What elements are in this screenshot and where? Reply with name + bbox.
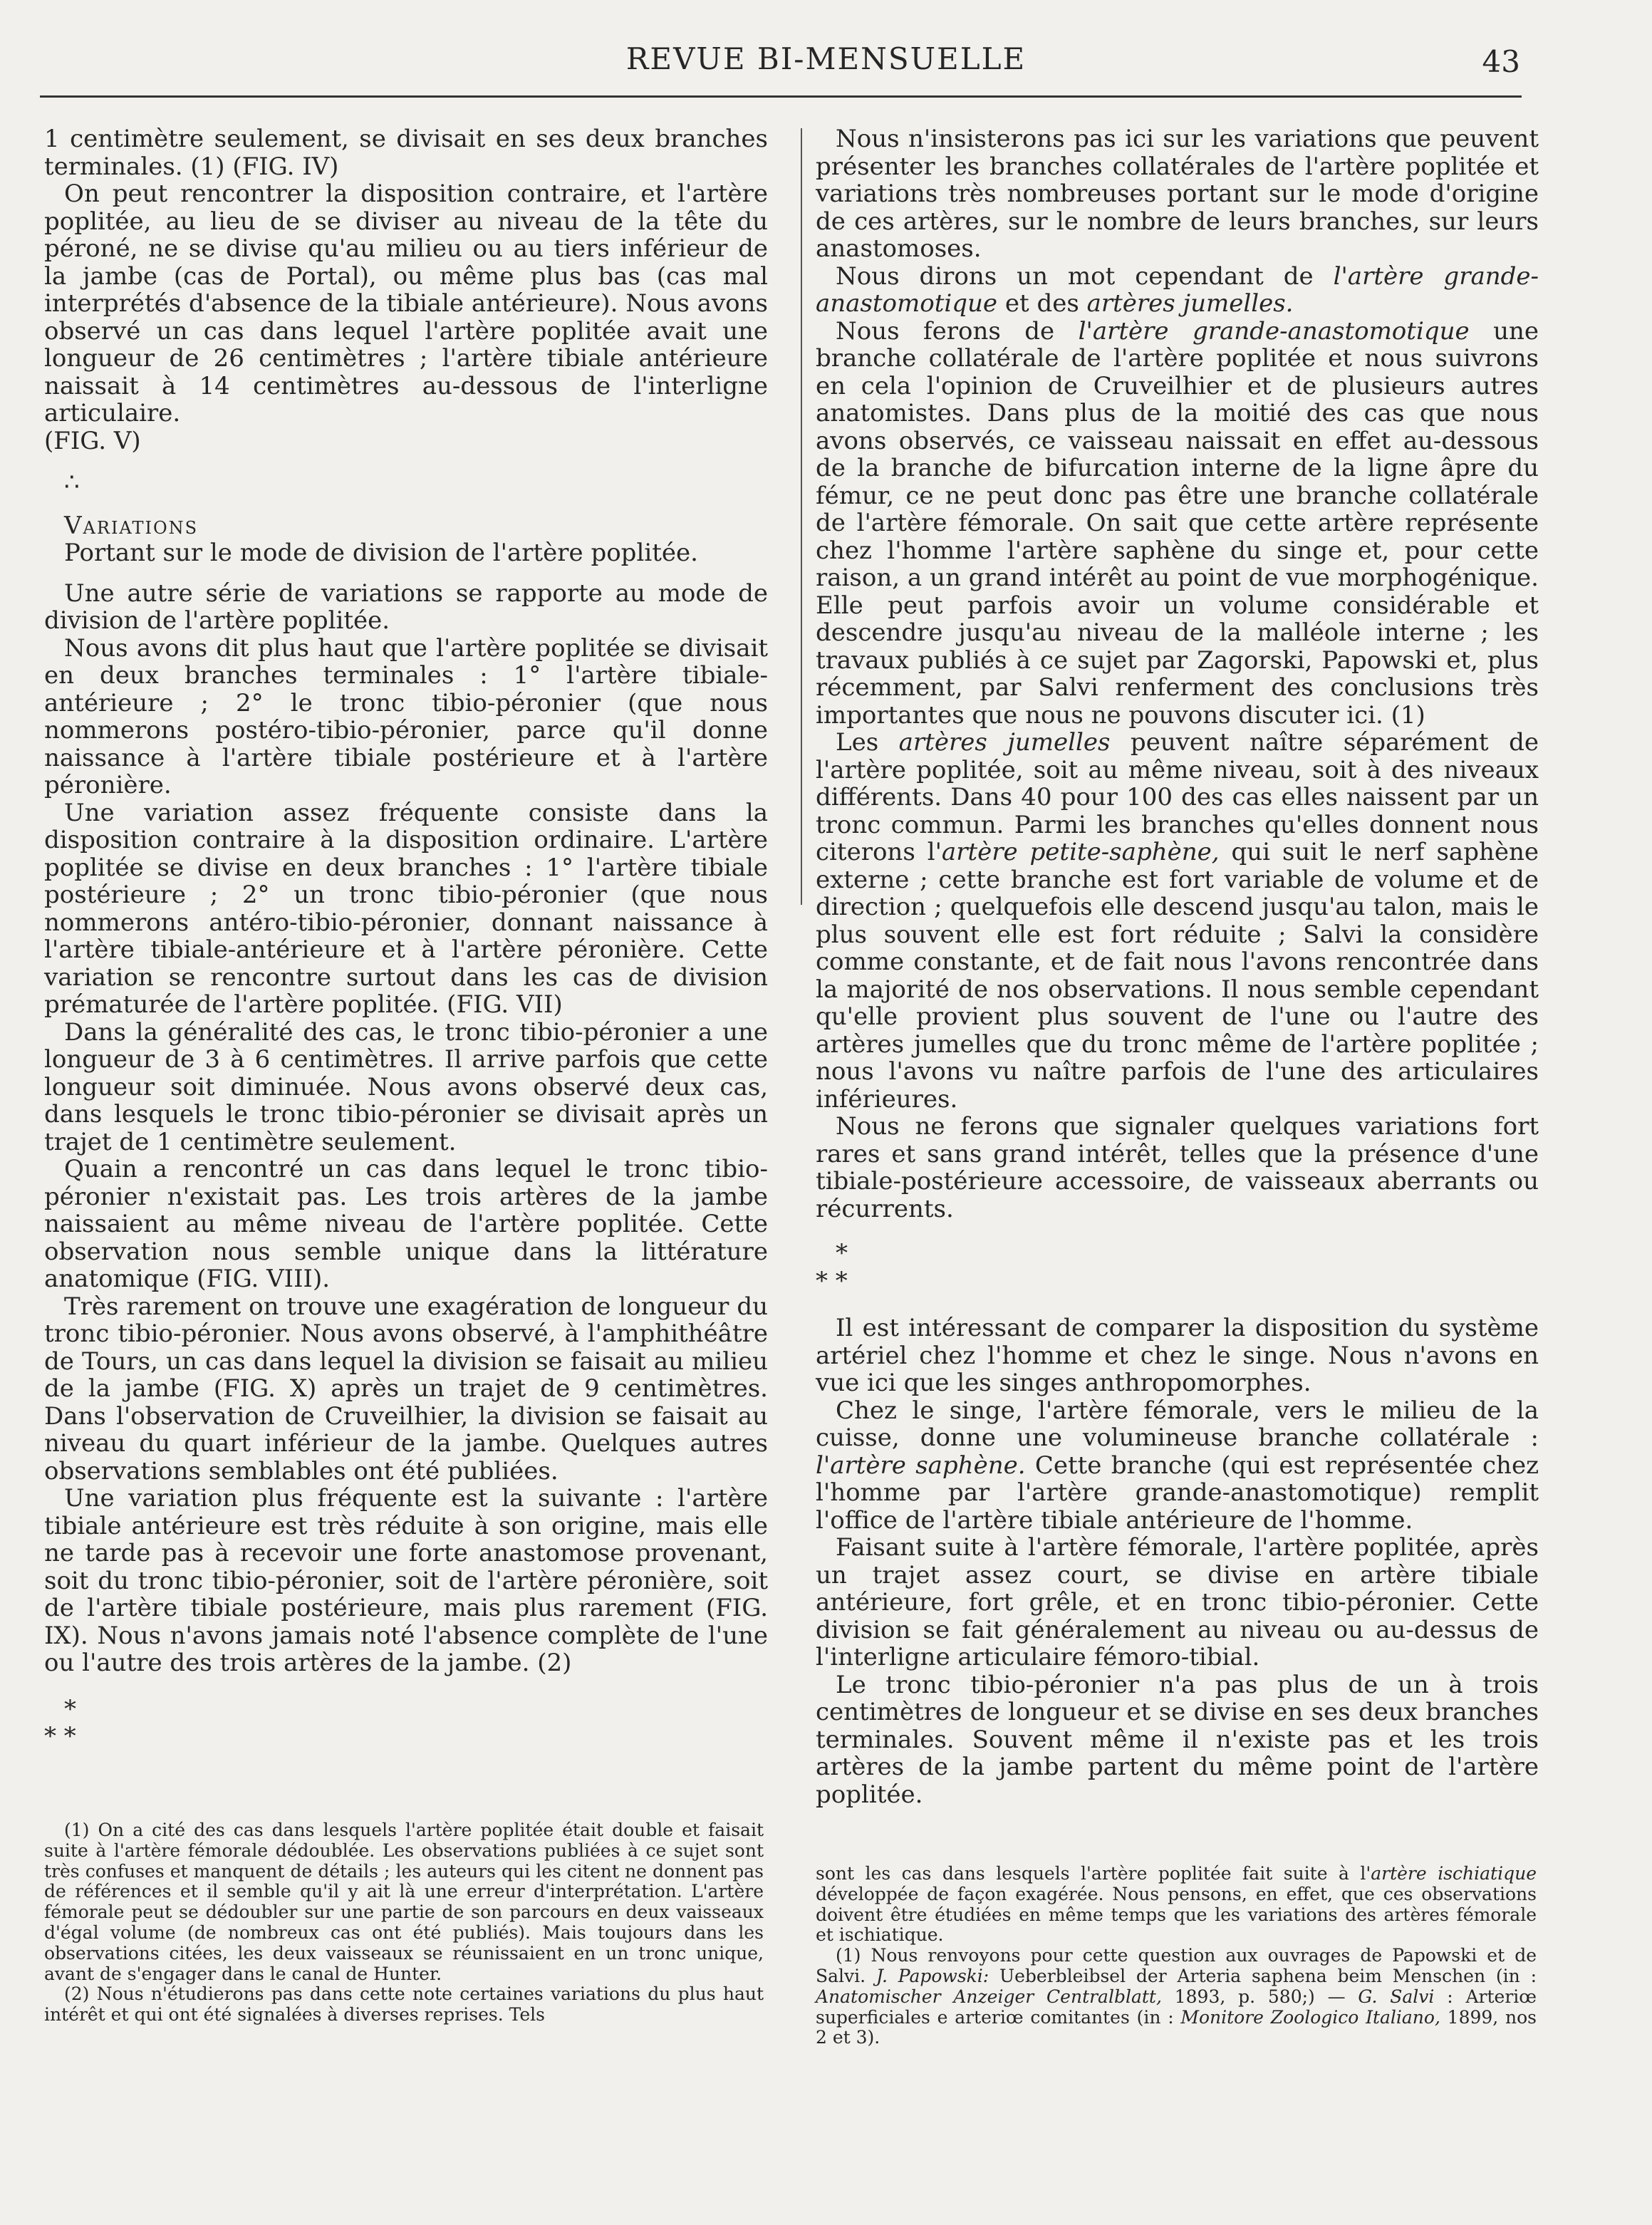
italic-term: l'artère grande-anastomotique [816,261,1539,318]
left-column [44,125,768,1751]
text-run: : Arteriœ superficiales e arteriœ comitantes (in : [816,1986,1537,2028]
author-name: G. Salvi [1358,1986,1435,2007]
text-run: une branche collatérale de l'artère poplitée et nous suivrons en cela l'opinion de Cruveilhier et de plusieurs autres anatomistes. Dans plus de la moitié des cas que nous avons observés, ce vaisseau naissait en effet au-dessous de la branche de bifurcation interne de la ligne âpre du fémur, ce ne peut donc pas être une branche collatérale de l'artère fémorale. On sait que cette artère représente chez l'homme l'artère saphène du singe et, pour cette raison, a un grand intérêt au point de vue morphogénique. Elle peut parfois avoir un volume considérable et descendre jusqu'au niveau de la malléole interne ; les travaux publiés à ce sujet par Zagorski, Papowski et, plus récemment, par Salvi renferment des conclusions très importantes que nous ne pouvons discuter ici. (1) [816,316,1539,730]
italic-term: l'artère saphène. [816,1451,1026,1480]
figure-reference: (FIG. V) [44,426,141,455]
paragraph [816,318,1539,730]
paragraph: Il est intéressant de comparer la disposition du système artériel chez l'homme et chez le singe. Nous n'avons en vue ici que les singes anthropomorphes. [816,1314,1539,1397]
text-run: 1899, nos 2 et 3). [816,2006,1537,2048]
asterism: ∴ [64,468,80,497]
footnote [816,1946,1537,2048]
paragraph [816,263,1539,318]
column-divider [801,128,802,905]
italic-term: artères jumelles [898,728,1111,757]
left-footnotes [44,1820,764,2026]
section-title: Variations [64,511,199,540]
paragraph: Nous ne ferons que signaler quelques variations fort rares et sans grand intérêt, telles que la présence d'une tibiale-postérieure accessoire, de vaisseaux aberrants ou récurrents. [816,1112,1539,1223]
header-rule [40,95,1522,98]
text-run: Chez le singe, l'artère fémorale, vers le milieu de la cuisse, donne une volumineuse branche collatérale : [816,1396,1539,1452]
paragraph: Très rarement on trouve une exagération de longueur du tronc tibio-péronier. Nous avons observé, à l'amphithéâtre de Tours, un cas dans lequel la division se faisait au milieu de la jambe (FIG. X) après un trajet de 9 centimètres. Dans l'observation de Cruveilhier, la division se faisait au niveau du quart inférieur de la jambe. Quelques autres observations semblables ont été publiées. [44,1292,768,1485]
page-number: 43 [1482,44,1520,79]
paragraph: Quain a rencontré un cas dans lequel le tronc tibio-péronier n'existait pas. Les trois artères de la jambe naissaient au même niveau de l'artère poplitée. Cette observation nous semble unique dans la littérature anatomique (FIG. VIII). [44,1155,768,1293]
paragraph: Le tronc tibio-péronier n'a pas plus de un à trois centimètres de longueur et se divise en ses deux branches terminales. Souvent même il n'existe pas et les trois artères de la jambe partent du même point de l'artère poplitée. [816,1670,1539,1809]
text-run: Cette branche (qui est représentée chez l'homme par l'artère grande-anastomotique) remplit l'office de l'artère tibiale antérieure de l'homme. [816,1451,1539,1535]
paragraph: On peut rencontrer la disposition contraire, et l'artère poplitée, au lieu de se diviser au niveau de la tête du péroné, ne se divise qu'au milieu ou au tiers inférieur de la jambe (cas de Portal), ou même plus bas (cas mal interprétés d'absence de la tibiale antérieure). Nous avons observé un cas dans lequel l'artère poplitée avait une longueur de 26 centimètres ; l'artère tibiale antérieure naissait à 14 centimètres au-dessous de l'interligne articulaire. [44,180,768,427]
asterism: * * * [816,1239,848,1295]
text-run: Ueberbleibsel der Arteria saphena beim Menschen (in : [989,1965,1537,1986]
paragraph: Une variation plus fréquente est la suivante : l'artère tibiale antérieure est très réduite à son origine, mais elle ne tarde pas à recevoir une forte anastomose provenant, soit du tronc tibio-péronier, soit de l'artère péronière, soit de l'artère tibiale postérieure, mais plus rarement (FIG. IX). Nous n'avons jamais noté l'absence complète de l'une ou l'autre des trois artères de la jambe. (2) [44,1484,768,1677]
paragraph: Nous avons dit plus haut que l'artère poplitée se divisait en deux branches terminales : 1° l'artère tibiale-antérieure ; 2° le tronc tibio-péronier (que nous nommerons postéro-tibio-péronier, parce qu'il donne naissance à l'artère tibiale postérieure et à l'artère péronière. [44,633,768,799]
asterism: * * * [44,1694,76,1751]
text-run: qui suit le nerf saphène externe ; cette branche est fort variable de volume et de direction ; quelquefois elle descend jusqu'au talon, mais le plus souvent elle est fort réduite ; Salvi la considère comme constante, et de fait nous l'avons rencontrée dans la majorité de nos observations. Il nous semble cependant qu'elle provient plus souvent de l'une ou l'autre des artères jumelles que du tronc même de l'artère poplitée ; nous l'avons vu naître parfois de l'une des articulaires inférieures. [816,838,1539,1114]
paragraph: Nous n'insisterons pas ici sur les variations que peuvent présenter les branches collatérales de l'artère poplitée et variations très nombreuses portant sur le mode d'origine de ces artères, sur le nombre de leurs branches, sur leurs anastomoses. [816,125,1539,263]
right-column [816,125,1539,1808]
text-run: développée de façon exagérée. Nous pensons, en effet, que ces observations doivent être étudiées en même temps que les variations des artères fémorale et ischiatique. [816,1883,1537,1946]
running-header: REVUE BI-MENSUELLE [625,41,1027,76]
footnote: (2) Nous n'étudierons pas dans cette note certaines variations du plus haut intérêt et qui ont été signalées à diverses reprises. Tels [44,1983,764,2026]
paragraph: 1 centimètre seulement, se divisait en ses deux branches terminales. (1) (FIG. IV) [44,125,768,181]
italic-term: l'artère grande-anastomotique [1078,316,1470,346]
paragraph: Dans la généralité des cas, le tronc tibio-péronier a une longueur de 3 à 6 centimètres. Il arrive parfois que cette longueur soit diminuée. Nous avons observé deux cas, dans lesquels le tronc tibio-péronier se divisait après un trajet de 1 centimètre seulement. [44,1017,768,1156]
text-run: sont les cas dans lesquels l'artère poplitée fait suite à l' [816,1863,1371,1884]
author-name: J. Papowski: [876,1965,989,1986]
text-run: Nous ferons de [836,316,1079,346]
paragraph: Une variation assez fréquente consiste dans la disposition contraire à la disposition ordinaire. L'artère poplitée se divise en deux branches : 1° l'artère tibiale postérieure ; 2° un tronc tibio-péronier (que nous nommerons antéro-tibio-péronier, donnant naissance à l'artère tibiale-antérieure et à l'artère péronière. Cette variation se rencontre surtout dans les cas de division prématurée de l'artère poplitée. (FIG. VII) [44,798,768,1019]
paragraph: Une autre série de variations se rapporte au mode de division de l'artère poplitée. [44,579,768,635]
footnote: (1) On a cité des cas dans lesquels l'artère poplitée était double et faisait suite à l'artère fémorale dédoublée. Les observations publiées à ce sujet sont très confuses et manquent de détails ; les auteurs qui les citent ne donnent pas de références et il semble qu'il y ait là une erreur d'interprétation. L'artère fémorale peut se dédoubler sur une partie de son parcours en deux vaisseaux d'égal volume (de nombreux cas ont été publiés). Mais toujours dans les observations citées, les deux vaisseaux se réunissaient en un tronc unique, avant de s'engager dans le canal de Hunter. [44,1820,764,1984]
italic-term: artère ischiatique [1371,1863,1537,1884]
right-footnotes [816,1864,1537,2048]
text-run: peuvent naître séparément de l'artère poplitée, soit au même niveau, soit à des niveaux différents. Dans 40 pour 100 des cas elles naissent par un tronc commun. Parmi les branches qu'elles donnent nous citerons l' [816,728,1539,866]
section-subtitle: Portant sur le mode de division de l'artère poplitée. [64,539,698,567]
text-run: 1893, p. 580;) — [1161,1986,1359,2007]
paragraph [816,729,1539,1113]
footnote-continuation [816,1864,1537,1946]
italic-term: artère petite-saphène, [941,838,1220,866]
text-run: Les [836,728,899,757]
journal-title: Monitore Zoologico Italiano, [1180,2006,1440,2028]
text-run: (1) Nous renvoyons pour cette question aux ouvrages de Papowski et de Salvi. [816,1945,1537,1986]
journal-title: Anatomischer Anzeiger Centralblatt, [816,1986,1162,2007]
italic-term: artères jumelles. [1086,289,1294,318]
paragraph [816,1397,1539,1535]
text-run: Nous dirons un mot cependant de [836,261,1334,291]
paragraph: Faisant suite à l'artère fémorale, l'artère poplitée, après un trajet assez court, se divise en artère tibiale antérieure, fort grêle, et en tronc tibio-péronier. Cette division se fait généralement au niveau ou au-dessus de l'interligne articulaire fémoro-tibial. [816,1533,1539,1671]
text-run: et des [997,289,1087,318]
